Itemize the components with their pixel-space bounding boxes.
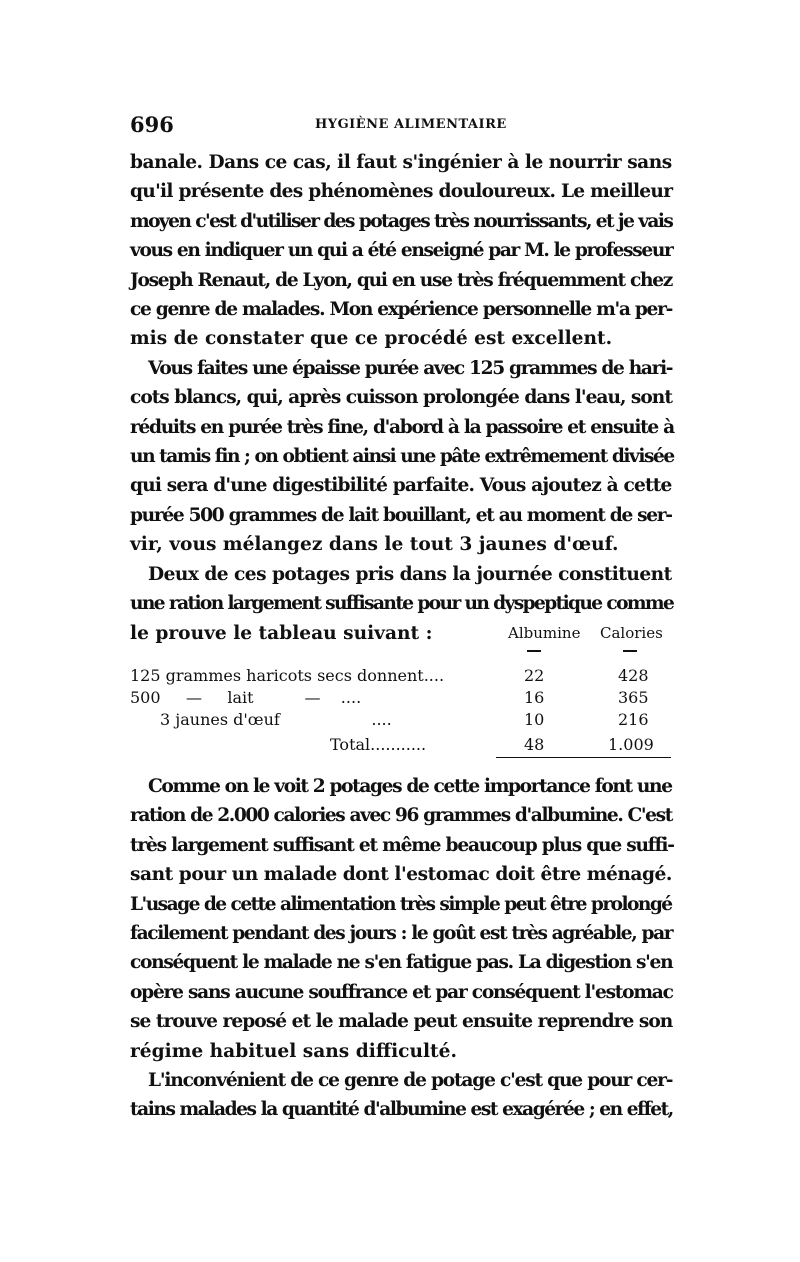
text-line: très largement suffisant et même beaucoup plus que suffi-: [130, 834, 674, 856]
total-rule: [496, 757, 671, 758]
albumine-value: 22: [524, 666, 545, 685]
calories-value: 216: [618, 710, 649, 729]
calories-value: 428: [618, 666, 649, 685]
text-line: moyen c'est d'utiliser des potages très nourrissants, et je vais: [130, 210, 673, 232]
text-line: vous en indiquer un qui a été enseigné par M. le professeur: [130, 240, 673, 262]
running-head: HYGIÈNE ALIMENTAIRE: [315, 117, 507, 132]
text-line: qu'il présente des phénomènes douloureux. Le meilleur: [130, 181, 673, 203]
row-label: 500 — lait — ....: [130, 688, 362, 707]
text-line: cots blancs, qui, après cuisson prolongée dans l'eau, sont: [130, 387, 672, 409]
text-line: purée 500 grammes de lait bouillant, et au moment de ser-: [130, 504, 672, 526]
total-albumine: 48: [524, 735, 545, 754]
page-number: 696: [130, 112, 174, 137]
column-header-calories: Calories: [600, 624, 663, 642]
table-total-row: [130, 735, 672, 757]
text-line: mis de constater que ce procédé est excellent.: [130, 328, 613, 350]
calories-value: 365: [618, 688, 649, 707]
text-line: réduits en purée très fine, d'abord à la passoire et ensuite à: [130, 416, 674, 438]
text-line: un tamis fin ; on obtient ainsi une pâte extrêmement divisée: [130, 446, 674, 468]
text-line: Vous faites une épaisse purée avec 125 grammes de hari-: [148, 357, 673, 379]
paragraph-4: [130, 772, 672, 1066]
total-calories: 1.009: [608, 735, 654, 754]
column-header-albumine: Albumine: [508, 624, 581, 642]
total-label: Total...........: [330, 735, 427, 754]
albumine-value: 10: [524, 710, 545, 729]
table-row: [130, 666, 672, 688]
header-dash: [623, 650, 637, 652]
text-line: le prouve le tableau suivant :: [130, 622, 433, 644]
albumine-value: 16: [524, 688, 545, 707]
paragraph-2: [130, 354, 672, 560]
header-dash: [527, 650, 541, 652]
text-line: se trouve reposé et le malade peut ensuite reprendre son: [130, 1011, 673, 1033]
text-line: Comme on le voit 2 potages de cette importance font une: [148, 776, 672, 797]
paragraph-5: [130, 1066, 672, 1125]
text-block-bottom: [130, 772, 672, 1125]
text-line: Joseph Renaut, de Lyon, qui en use très fréquemment chez: [130, 269, 673, 291]
text-line: conséquent le malade ne s'en fatigue pas. La digestion s'en: [130, 952, 673, 974]
text-line: tains malades la quantité d'albumine est exagérée ; en effet,: [130, 1099, 673, 1121]
nutrition-table: [130, 624, 672, 764]
paragraph-1: [130, 148, 672, 354]
text-line: une ration largement suffisante pour un dyspeptique comme: [130, 593, 674, 615]
text-line: qui sera d'une digestibilité parfaite. Vous ajoutez à cette: [130, 475, 672, 497]
text-line: régime habituel sans difficulté.: [130, 1040, 457, 1062]
text-line: L'inconvénient de ce genre de potage c'est que pour cer-: [148, 1070, 673, 1092]
text-line: banale. Dans ce cas, il faut s'ingénier à le nourrir sans: [130, 152, 672, 173]
table-row: [130, 710, 672, 732]
row-label: 125 grammes haricots secs donnent....: [130, 666, 445, 685]
table-row: [130, 688, 672, 710]
running-header: [130, 112, 672, 142]
row-label: 3 jaunes d'œuf ....: [160, 710, 392, 729]
text-line: opère sans aucune souffrance et par conséquent l'estomac: [130, 981, 673, 1003]
text-line: L'usage de cette alimentation très simple peut être prolongé: [130, 893, 672, 915]
text-line: ration de 2.000 calories avec 96 grammes d'albumine. C'est: [130, 805, 672, 827]
text-line: Deux de ces potages pris dans la journée constituent: [148, 563, 672, 585]
text-line: facilement pendant des jours : le goût est très agréable, par: [130, 923, 673, 945]
text-line: sant pour un malade dont l'estomac doit être ménagé.: [130, 864, 672, 886]
text-line: vir, vous mélangez dans le tout 3 jaunes d'œuf.: [130, 534, 619, 556]
text-block-top: [130, 148, 672, 648]
text-line: ce genre de malades. Mon expérience personnelle m'a per-: [130, 299, 673, 321]
